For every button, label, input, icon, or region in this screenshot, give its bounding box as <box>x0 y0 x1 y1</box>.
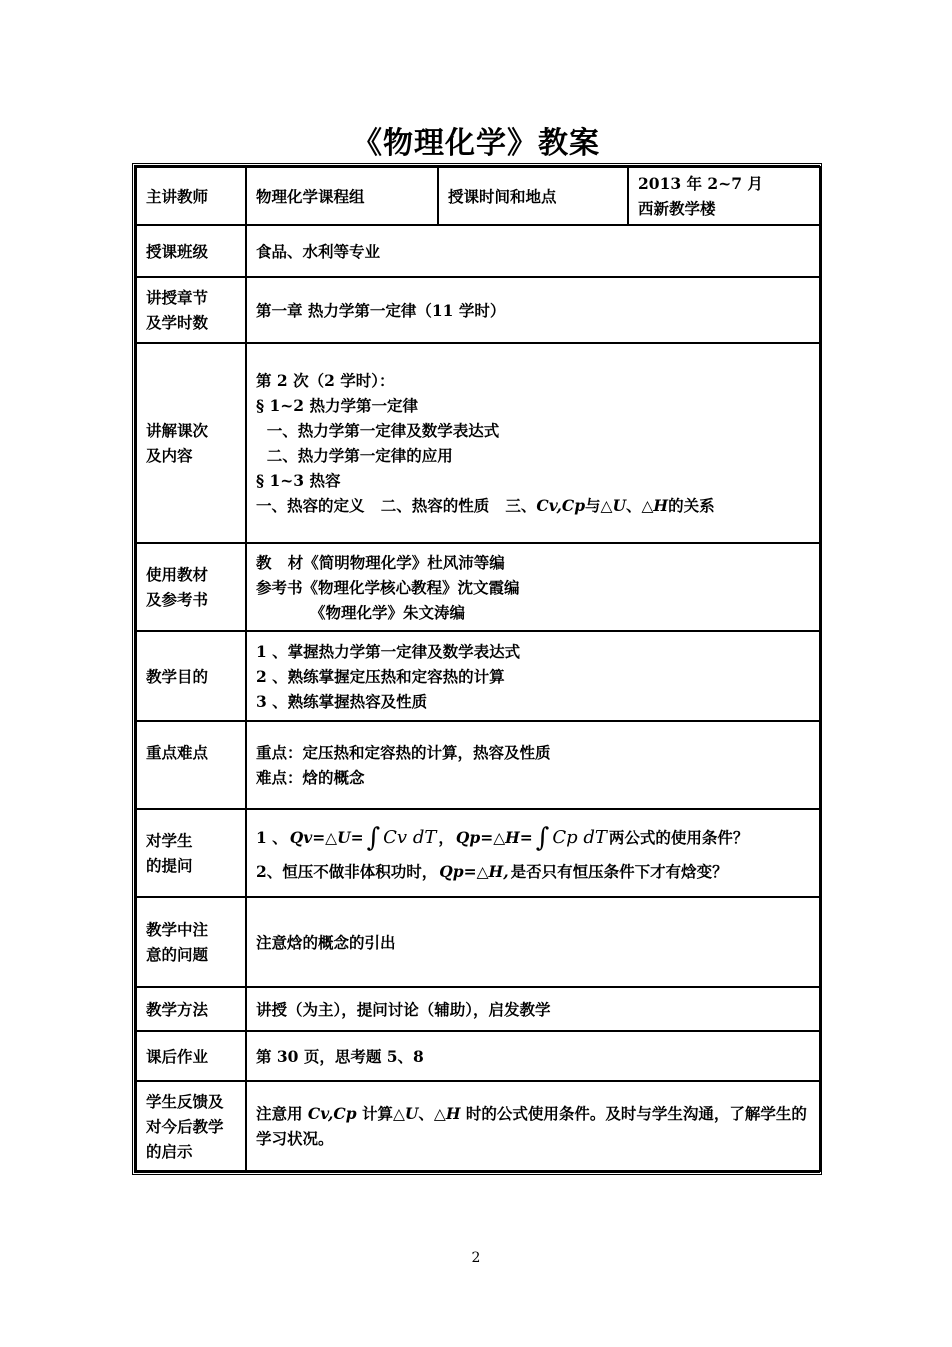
key-points-label: 重点难点 <box>136 721 246 809</box>
table-row <box>136 1081 820 1171</box>
content-line: § 1~3 热容 <box>256 471 341 490</box>
integral-icon: ∫ <box>366 822 381 853</box>
textbook-value <box>246 543 820 631</box>
feedback-value: 注意用 Cv,Cp 计算△U、△H 时的公式使用条件。及时与学生沟通，了解学生的学习状况。 <box>246 1081 820 1171</box>
goal-line: 2 、熟练掌握定压热和定容热的计算 <box>256 666 505 686</box>
goal-line: 1 、掌握热力学第一定律及数学表达式 <box>256 641 521 661</box>
homework-label: 课后作业 <box>136 1031 246 1081</box>
goal-line: 3 、熟练掌握热容及性质 <box>256 691 428 711</box>
document-title: 《物理化学》教案 <box>352 126 600 161</box>
method-value: 讲授（为主），提问讨论（辅助），启发教学 <box>246 987 820 1031</box>
textbook-label: 使用教材 及参考书 <box>136 543 246 631</box>
question-2: 2、恒压不做非体积功时， Qp=△H, 是否只有恒压条件下才有焓变？ <box>256 861 728 881</box>
integral-icon: ∫ <box>535 822 550 853</box>
questions-label: 对学生 的提问 <box>136 809 246 897</box>
lesson-plan-table <box>135 166 821 1172</box>
chapter-label: 讲授章节 及学时数 <box>136 277 246 343</box>
chapter-value: 第一章 热力学第一定律（11 学时） <box>246 277 820 343</box>
table-row <box>136 809 820 897</box>
table-row <box>136 987 820 1031</box>
textbook-line: 教 材《简明物理化学》杜风沛等编 <box>256 552 505 572</box>
content-line: 一、热力学第一定律及数学表达式 <box>256 421 500 440</box>
table-row <box>136 631 820 721</box>
class-value: 食品、水利等专业 <box>246 225 820 277</box>
table-row <box>136 543 820 631</box>
class-label: 授课班级 <box>136 225 246 277</box>
goals-label: 教学目的 <box>136 631 246 721</box>
homework-value: 第 30 页，思考题 5、8 <box>246 1031 820 1081</box>
table-row <box>136 897 820 987</box>
textbook-line: 《物理化学》朱文涛编 <box>256 602 465 622</box>
table-row <box>136 225 820 277</box>
notes-value: 注意焓的概念的引出 <box>246 897 820 987</box>
table-row <box>136 277 820 343</box>
time-place-label: 授课时间和地点 <box>438 167 628 225</box>
table-row <box>136 343 820 543</box>
table-row <box>136 721 820 809</box>
questions-value <box>246 809 820 897</box>
table-row <box>136 1031 820 1081</box>
content-label: 讲解课次 及内容 <box>136 343 246 543</box>
key-point-line: 重点：定压热和定容热的计算，热容及性质 <box>256 743 551 762</box>
feedback-label: 学生反馈及 对今后教学 的启示 <box>136 1081 246 1171</box>
table-row <box>136 167 820 225</box>
teacher-value: 物理化学课程组 <box>246 167 438 225</box>
key-point-line: 难点：焓的概念 <box>256 768 365 787</box>
content-line: 二、热力学第一定律的应用 <box>256 446 453 465</box>
notes-label: 教学中注 意的问题 <box>136 897 246 987</box>
goals-value <box>246 631 820 721</box>
teacher-label: 主讲教师 <box>136 167 246 225</box>
content-line: 第 2 次（2 学时）： <box>256 371 395 390</box>
key-points-value <box>246 721 820 809</box>
content-line-heat-capacity: 一、热容的定义 二、热容的性质 三、Cv,Cp与△U、△H的关系 <box>256 496 715 515</box>
textbook-line: 参考书《物理化学核心教程》沈文霞编 <box>256 577 520 597</box>
question-1: 1 、 Qv=△U= ∫ Cv dT ， Qp=△H= ∫ Cp dT 两公式的使用条件？ <box>256 822 749 853</box>
time-place-value: 2013 年 2~7 月 西新教学楼 <box>628 167 820 225</box>
page-number: 2 <box>471 1250 481 1266</box>
method-label: 教学方法 <box>136 987 246 1031</box>
content-line: § 1~2 热力学第一定律 <box>256 396 418 415</box>
content-value <box>246 343 820 543</box>
